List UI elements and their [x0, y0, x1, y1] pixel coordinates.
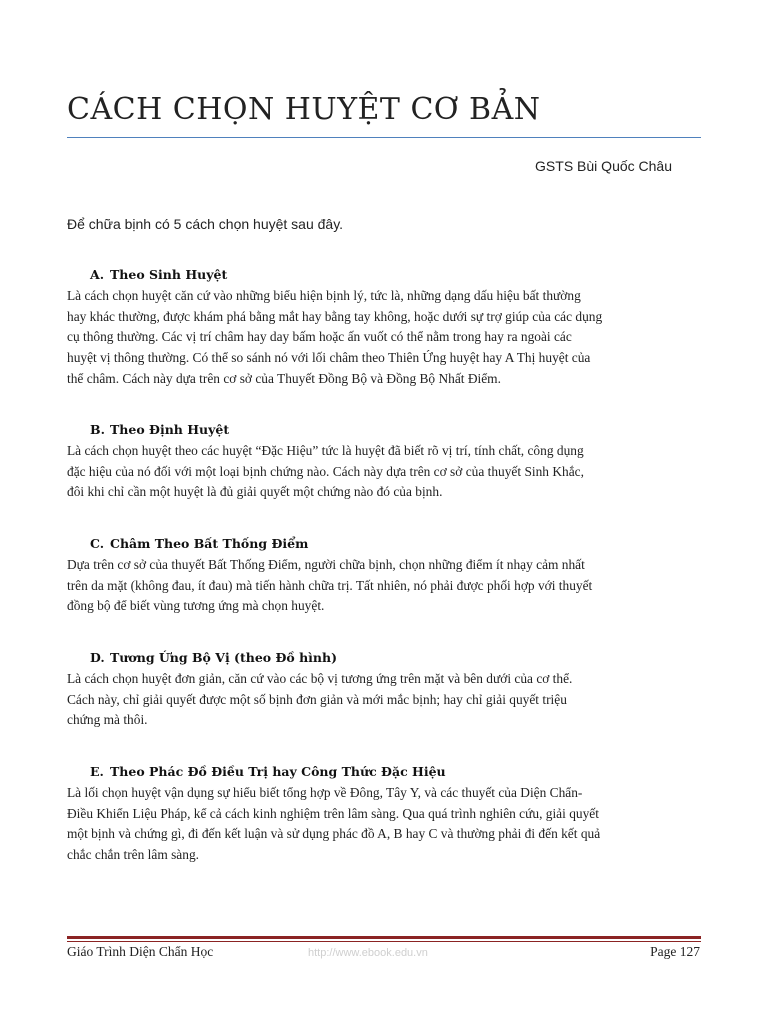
body-line: một bịnh và chứng gì, đi đến kết luận và sử dụng phác đồ A, B hay C và thường phải đi đến kết quả — [67, 826, 601, 842]
section-body — [67, 783, 703, 866]
section-heading — [67, 535, 703, 552]
section-title: Tương Ứng Bộ Vị (theo Đồ hình) — [110, 650, 338, 665]
section-title: Theo Sinh Huyệt — [110, 267, 228, 282]
body-line: Là cách chọn huyệt theo các huyệt “Đặc Hiệu” tức là huyệt đã biết rõ vị trí, tính chất, công dụng — [67, 443, 584, 458]
body-line: thể châm. Cách này dựa trên cơ sở của Thuyết Đồng Bộ và Đồng Bộ Nhất Điểm. — [67, 370, 501, 386]
body-line: hay khác thường, được khám phá bằng mắt hay bằng tay không, hoặc dưới sự trợ giúp của các dụng — [67, 308, 603, 324]
footer-book-title: Giáo Trình Diện Chẩn Học — [67, 944, 214, 959]
body-line: trên da mặt (không đau, ít đau) mà tiến hành chữa trị. Tất nhiên, nó phải được phối hợp với thuyết — [67, 577, 593, 593]
section-title: Châm Theo Bất Thống Điểm — [110, 536, 309, 551]
title-underline — [67, 137, 701, 138]
section-d — [67, 649, 703, 731]
section-title: Theo Phác Đồ Điều Trị hay Công Thức Đặc Hiệu — [110, 764, 446, 779]
body-line: đồng bộ để biết vùng tương ứng mà chọn huyệt. — [67, 598, 325, 614]
section-c — [67, 535, 703, 617]
body-line: đôi khi chỉ cần một huyệt là đủ giải quyết một chứng nào đó của bịnh. — [67, 484, 443, 500]
body-line: Là cách chọn huyệt căn cứ vào những biểu hiện bịnh lý, tức là, những dạng dấu hiệu bất thường — [67, 288, 581, 303]
body-line: chứng mà thôi. — [67, 712, 148, 728]
section-a — [67, 266, 703, 390]
body-line: Cách này, chỉ giải quyết được một số bịnh đơn giản và mới mắc bịnh; hay chỉ giải quyết triệu — [67, 691, 567, 707]
footer-page-number: Page 127 — [650, 944, 700, 959]
section-e — [67, 763, 703, 866]
section-heading — [67, 649, 703, 666]
section-letter: E. — [90, 764, 104, 779]
body-line: Dựa trên cơ sở của thuyết Bất Thống Điểm, người chữa bịnh, chọn những điểm ít nhạy cảm nhất — [67, 557, 585, 572]
section-body — [67, 669, 703, 731]
section-letter: C. — [90, 536, 105, 551]
body-line: Là lối chọn huyệt vận dụng sự hiểu biết tổng hợp về Đông, Tây Y, và các thuyết của Diện Chẩn- — [67, 785, 583, 800]
section-letter: D. — [90, 650, 105, 665]
section-heading — [67, 421, 703, 438]
footer-rule-thick — [67, 936, 701, 939]
section-b — [67, 421, 703, 503]
body-line: Là cách chọn huyệt đơn giản, căn cứ vào các bộ vị tương ứng trên mặt và bên dưới của cơ thể. — [67, 671, 573, 686]
section-heading — [67, 266, 703, 283]
section-body — [67, 555, 703, 617]
body-line: Điều Khiển Liệu Pháp, kể cả cách kinh nghiệm trên lâm sàng. Qua quá trình nghiên cứu, giải quyết — [67, 805, 599, 821]
section-body — [67, 441, 703, 503]
section-body — [67, 286, 703, 390]
section-heading — [67, 763, 703, 780]
page-title: CÁCH CHỌN HUYỆT CƠ BẢN — [67, 92, 541, 127]
section-letter: B. — [90, 422, 105, 437]
body-line: chắc chắn trên lâm sàng. — [67, 847, 199, 863]
footer-rule-thin — [67, 941, 701, 942]
body-line: cụ thông thường. Các vị trí châm hay day bấm hoặc ấn vuốt có thể nằm trong hay ra ngoài các — [67, 329, 572, 345]
section-letter: A. — [90, 267, 105, 282]
intro-paragraph: Để chữa bịnh có 5 cách chọn huyệt sau đây. — [67, 216, 344, 232]
body-line: huyệt vị thông thường. Có thể so sánh nó với lối châm theo Thiên Ứng huyệt hay A Thị huyệt của — [67, 350, 591, 366]
section-title: Theo Định Huyệt — [110, 422, 230, 437]
body-line: đặc hiệu của nó đối với một loại bịnh chứng nào. Cách này dựa trên cơ sở của thuyết Sinh Khắc, — [67, 463, 584, 479]
author-line: GSTS Bùi Quốc Châu — [535, 158, 672, 174]
footer-watermark-link[interactable]: http://www.ebook.edu.vn — [308, 947, 428, 959]
